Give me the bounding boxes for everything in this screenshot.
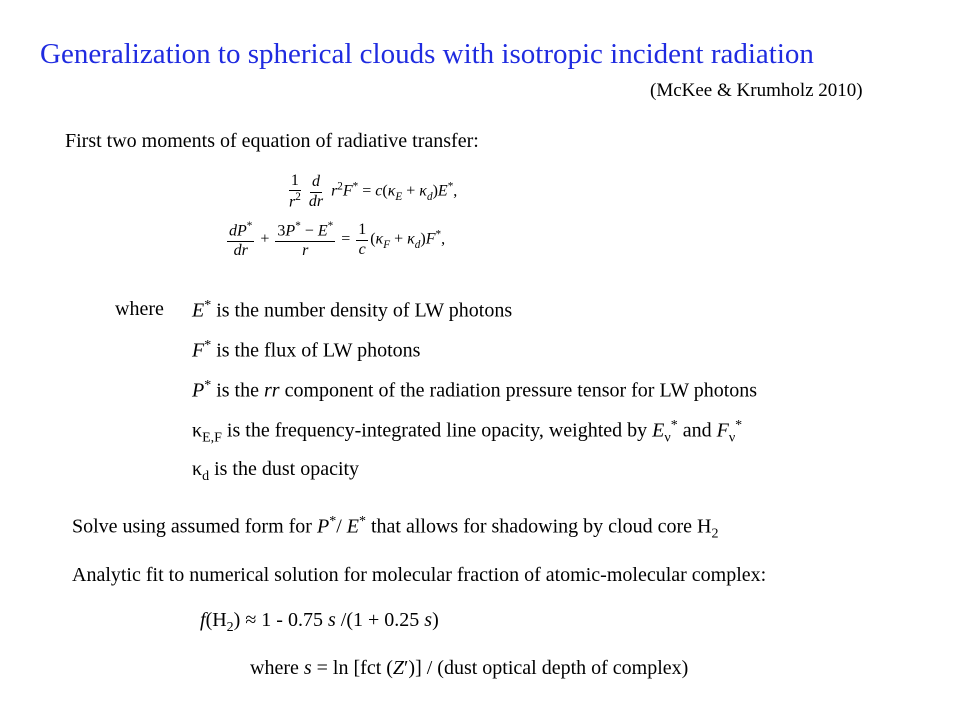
where-s-a: where xyxy=(250,657,299,679)
solve-text-b: that allows for shadowing by cloud core H xyxy=(370,515,712,538)
f-symbol: F xyxy=(192,339,205,362)
citation: (McKee & Krumholz 2010) xyxy=(650,80,863,101)
solve-text-a: Solve using assumed form for xyxy=(72,515,312,538)
formula-div: /(1 + 0.25 xyxy=(340,609,420,631)
e-symbol: E xyxy=(192,299,205,322)
equation-first-moment: $\frac{dP^*}{dr}$ + $\frac{3P^* - E^*}{r}$ = $\frac{1}{c}$ $(\kappa_F + \kappa_d)F^*$, xyxy=(229,220,446,259)
moments-intro: First two moments of equation of radiative transfer: xyxy=(65,130,479,152)
kd-sub: d xyxy=(202,469,210,484)
definition-kappa-ef: $\kappa_{E,F}$ is the frequency-integrated line opacity, weighted by $E_\nu^*$ and $F_\nu^*$ xyxy=(192,418,743,446)
equation-zeroth-moment: $\frac{1}{r^2}$ $\frac{d}{dr}$ $r^2F^* = c(\kappa_E + \kappa_d)E^*$, xyxy=(289,172,458,211)
definition-e: E* is the number density of LW photons xyxy=(192,298,513,322)
definition-p: P* is the rr component of the radiation pressure tensor for LW photons xyxy=(192,378,758,402)
s-definition: where s = ln [fct (Z′)] / (dust optical depth of complex) xyxy=(250,657,689,679)
p-text-b: component of the radiation pressure tensor for LW photons xyxy=(279,379,758,402)
slide-title: Generalization to spherical clouds with isotropic incident radiation xyxy=(40,38,814,70)
definition-f: F* is the flux of LW photons xyxy=(192,338,421,362)
p-text-rr: rr xyxy=(264,379,280,402)
formula-h: (H xyxy=(205,609,227,631)
kef-and: and xyxy=(682,419,712,442)
where-label: where xyxy=(115,298,164,320)
p-text-a: is the xyxy=(216,379,264,402)
p-symbol: P xyxy=(192,379,205,402)
kef-text: is the frequency-integrated line opacity, weighted by xyxy=(226,419,648,442)
formula-f: f xyxy=(200,609,206,631)
where-s-c: ′)] / (dust optical depth of complex) xyxy=(404,657,689,679)
definition-kappa-d: $\kappa_d$ is the dust opacity xyxy=(192,458,360,484)
kef-sub: E,F xyxy=(202,430,222,446)
where-s-b: = ln [fct ( xyxy=(316,657,393,679)
where-s-z: Z xyxy=(392,657,405,679)
analytic-statement: Analytic fit to numerical solution for molecular fraction of atomic-molecular complex: xyxy=(72,564,767,586)
formula-rest: ) ≈ 1 - 0.75 xyxy=(233,609,323,631)
f-text: is the flux of LW photons xyxy=(216,339,421,362)
molecular-fraction-formula: $f(H_2) \approx 1 - 0.75$ s /(1 + 0.25 s) xyxy=(200,609,439,635)
formula-close: ) xyxy=(432,609,439,631)
e-text: is the number density of LW photons xyxy=(216,299,513,322)
solve-statement: Solve using assumed form for P*/ E* that allows for shadowing by cloud core $H_2$ xyxy=(72,514,719,542)
kd-text: is the dust opacity xyxy=(214,458,360,480)
